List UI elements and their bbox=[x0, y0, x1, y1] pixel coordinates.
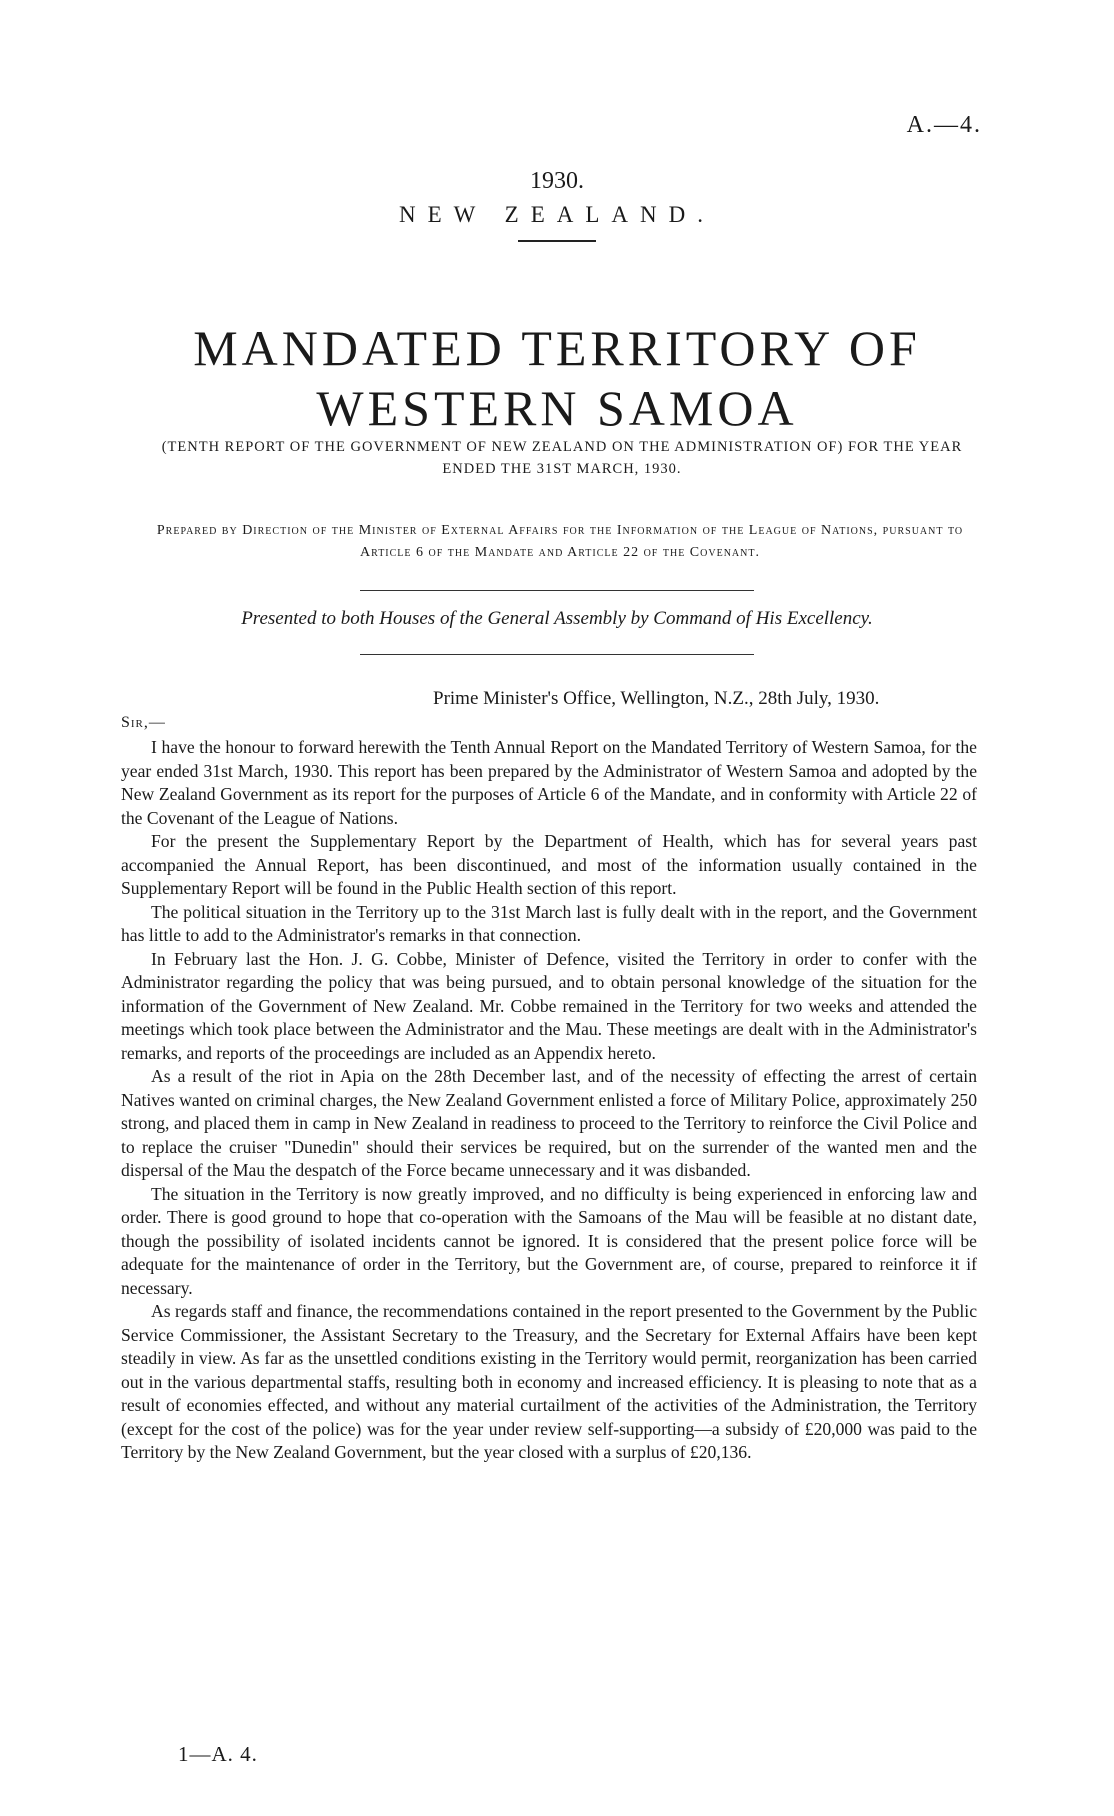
paragraph: The political situation in the Territory up to the 31st March last is fully dealt with in the report, and the Government has little to add to the Administrator's remarks in that connection. bbox=[121, 901, 977, 945]
letter-dateline: Prime Minister's Office, Wellington, N.Z., 28th July, 1930. bbox=[433, 688, 880, 709]
country-heading: NEW ZEALAND. bbox=[398, 202, 716, 227]
letter-body bbox=[121, 736, 977, 1465]
paragraph: For the present the Supplementary Report by the Department of Health, which has for several years past accompanied the Annual Report, has been discontinued, and most of the information usually contained in the Supplementary Report will be found in the Public Health section of this report. bbox=[121, 831, 977, 898]
title-line-2: WESTERN SAMOA bbox=[316, 380, 798, 436]
paragraph: I have the honour to forward herewith the Tenth Annual Report on the Mandated Territory of Western Samoa, for the year ended 31st March, 1930. This report has been prepared by the Administrator of Western Samoa and adopted by the New Zealand Government as its report for the purposes of Article 6 of the Mandate, and in conformity with Article 22 of the Covenant of the League of Nations. bbox=[121, 737, 977, 828]
paper-reference-top: A.—4. bbox=[906, 112, 982, 138]
paragraph: As a result of the riot in Apia on the 28th December last, and of the necessity of effecting the arrest of certain Natives wanted on criminal charges, the New Zealand Government enlisted a force of Military Police, approximately 250 strong, and placed them in camp in New Zealand in readiness to proceed to the Territory to reinforce the Civil Police and to replace the cruiser "Dunedin" should their services be required, but on the surrender of the wanted men and the dispersal of the Mau the despatch of the Force became unnecessary and it was disbanded. bbox=[121, 1066, 977, 1180]
presented-divider-top bbox=[360, 590, 754, 591]
report-subtitle: (TENTH REPORT OF THE GOVERNMENT OF NEW ZEALAND ON THE ADMINISTRATION OF) FOR THE YEAR ENDED THE 31ST MARCH, 1930. bbox=[161, 439, 963, 477]
title-line-1: MANDATED TERRITORY OF bbox=[193, 320, 921, 376]
presented-note: Presented to both Houses of the General Assembly by Command of His Excellency. bbox=[241, 608, 873, 629]
header-divider bbox=[518, 240, 596, 242]
document-title bbox=[0, 318, 1114, 438]
paragraph: In February last the Hon. J. G. Cobbe, Minister of Defence, visited the Territory in order to confer with the Administrator regarding the policy that was being pursued, and to obtain personal knowledge of the situation for the information of the Government of New Zealand. Mr. Cobbe remained in the Territory for two weeks and attended the meetings which took place between the Administrator and the Mau. These meetings are dealt with in the Administrator's remarks, and reports of the proceedings are included as an Appendix hereto. bbox=[121, 948, 977, 1063]
letter-salutation: Sir,— bbox=[121, 714, 166, 731]
paragraph: The situation in the Territory is now greatly improved, and no difficulty is being experienced in enforcing law and order. There is good ground to hope that co-operation with the Samoans of the Mau will be feasible at no distant date, though the possibility of isolated incidents cannot be ignored. It is considered that the present police force will be adequate for the maintenance of order in the Territory, but the Government are, of course, prepared to reinforce it if necessary. bbox=[121, 1183, 977, 1298]
prepared-by-note: Prepared by Direction of the Minister of External Affairs for the Information of the League of Nations, pursuant to Article 6 of the Mandate and Article 22 of the Covenant. bbox=[156, 523, 964, 560]
presented-divider-bottom bbox=[360, 654, 754, 655]
paragraph: As regards staff and finance, the recommendations contained in the report presented to the Government by the Public Service Commissioner, the Assistant Secretary to the Treasury, and the Secretary for External Affairs have been kept steadily in view. As far as the unsettled conditions existing in the Territory would permit, reorganization has been carried out in the various departmental staffs, resulting both in economy and increased efficiency. It is pleasing to note that as a result of economies effected, and without any material curtailment of the activities of the Administration, the Territory (except for the cost of the police) was for the year under review self-supporting—a subsidy of £20,000 was paid to the Territory by the New Zealand Government, but the year closed with a surplus of £20,136. bbox=[121, 1301, 977, 1462]
publication-year: 1930. bbox=[530, 168, 584, 194]
paper-reference-bottom: 1—A. 4. bbox=[178, 1742, 258, 1766]
